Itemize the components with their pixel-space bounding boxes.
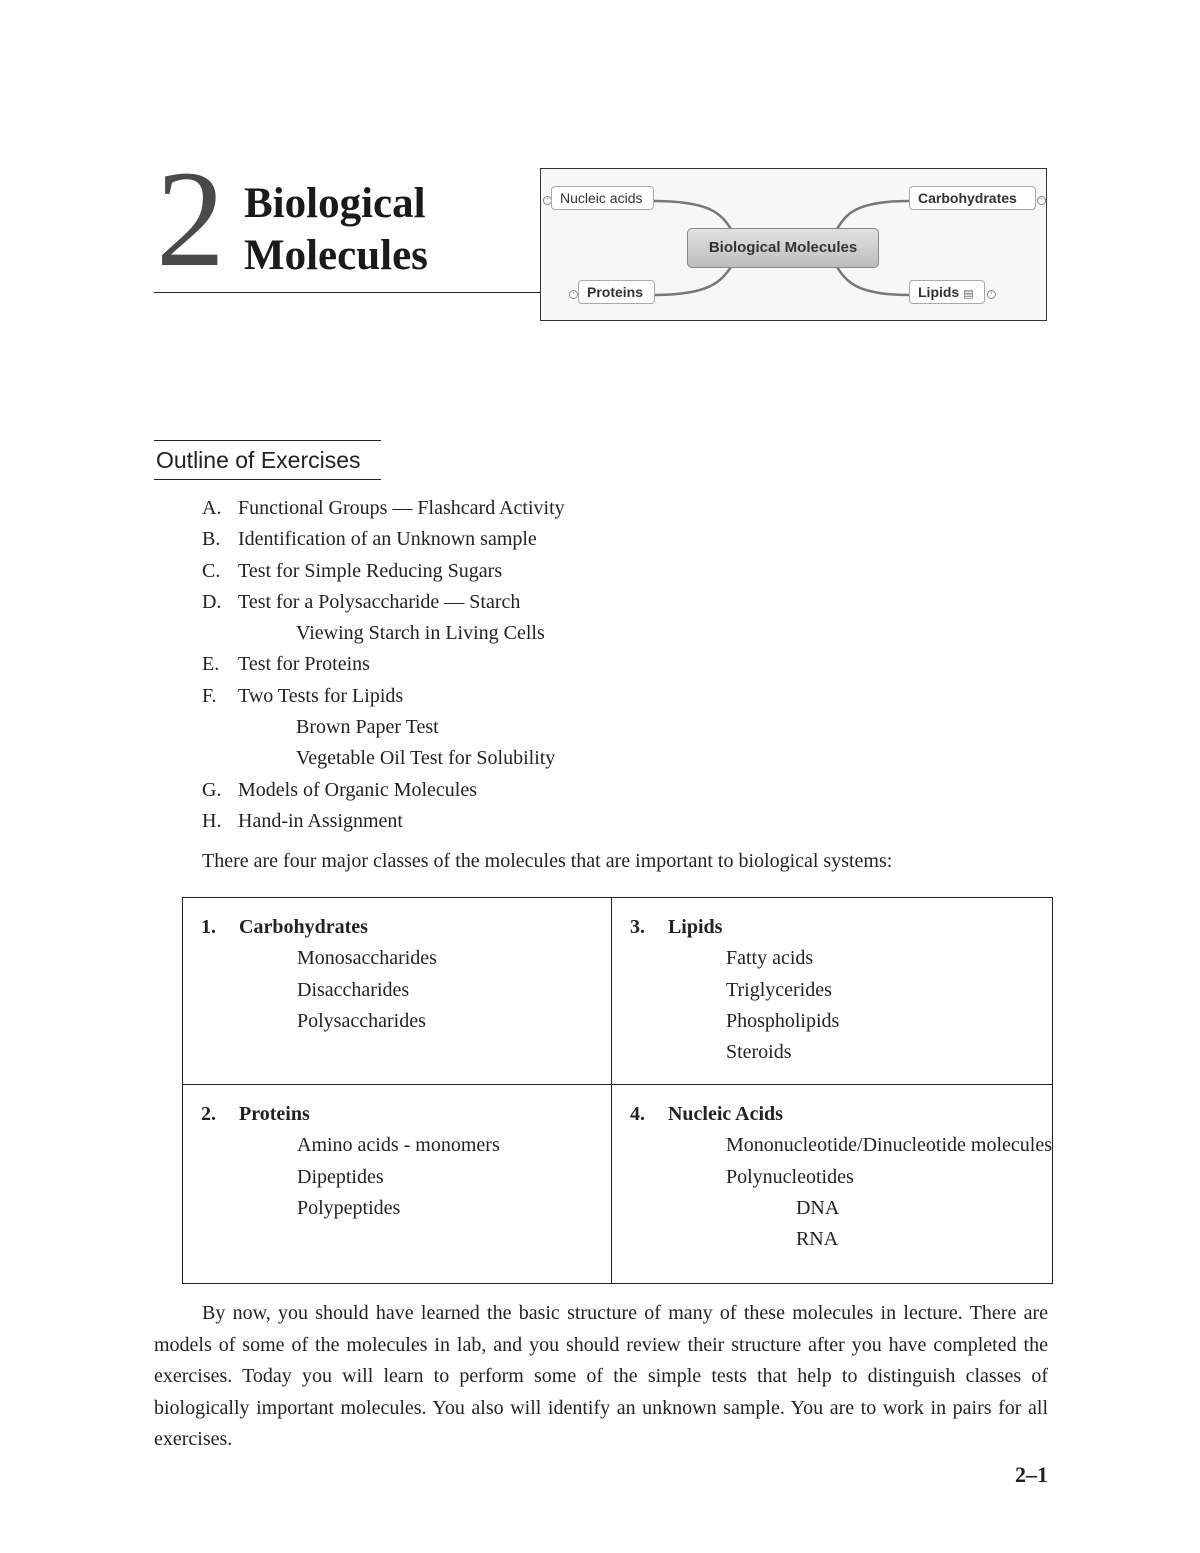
class-title: Lipids <box>667 916 723 938</box>
node-nucleic-acids[interactable]: Nucleic acids <box>551 186 654 210</box>
connector-carbohydrates <box>837 201 909 229</box>
class-item: Polypeptides <box>297 1196 401 1219</box>
outline-heading: Outline of Exercises <box>154 440 381 480</box>
class-item: Monosaccharides <box>297 947 437 970</box>
node-biological-molecules[interactable]: Biological Molecules <box>687 228 879 268</box>
class-heading <box>630 912 1052 943</box>
connector-nucleic-acids <box>653 201 731 229</box>
intro-sentence: There are four major classes of the molecules that are important to biological systems: <box>202 850 893 872</box>
chapter-title-line-2: Molecules <box>244 232 428 279</box>
class-item: Dipeptides <box>297 1165 384 1188</box>
outline-text: Test for a Polysaccharide — Starch <box>238 590 521 613</box>
class-number: 1. <box>201 916 216 938</box>
outline-item <box>202 493 565 524</box>
class-number: 2. <box>201 1103 216 1125</box>
outline-letter: G. <box>202 778 222 801</box>
node-lipids[interactable] <box>909 280 985 304</box>
outline-subitem: Viewing Starch in Living Cells <box>296 622 545 645</box>
outline-text: Models of Organic Molecules <box>238 778 478 801</box>
molecule-classes-table <box>182 897 1053 1284</box>
node-lipids-label: Lipids <box>918 284 960 300</box>
chapter-title <box>244 178 428 282</box>
expand-toggle-icon[interactable]: + <box>1037 196 1046 205</box>
outline-item <box>202 806 565 837</box>
class-item: Triglycerides <box>725 978 832 1001</box>
class-item: Polysaccharides <box>297 1009 426 1032</box>
outline-letter: C. <box>202 559 221 582</box>
outline-item <box>202 775 565 806</box>
outline-letter: A. <box>202 497 222 519</box>
class-item: Steroids <box>725 1041 792 1064</box>
class-heading <box>201 912 611 943</box>
class-item: Phospholipids <box>725 1009 840 1032</box>
class-item: Fatty acids <box>725 947 814 970</box>
outline-letter: F. <box>202 684 217 707</box>
cell-nucleic-acids <box>611 1085 1052 1284</box>
class-title: Carbohydrates <box>239 916 368 938</box>
chapter-title-line-1: Biological <box>244 180 426 227</box>
outline-item <box>202 556 565 587</box>
cell-carbohydrates <box>183 898 612 1085</box>
outline-item <box>202 649 565 680</box>
class-item: Amino acids - monomers <box>297 1134 500 1157</box>
outline-text: Test for Simple Reducing Sugars <box>238 559 503 582</box>
outline-item <box>202 587 565 618</box>
body-paragraph: By now, you should have learned the basic structure of many of these molecules in lecture. There are models of some of the molecules in lab, and you should review their structure after you have completed the exercises. Today you will learn to perform some of the simple tests that help to distinguish classes of biologically important molecules. You also will identify an unknown sample. You are to work in pairs for all exercises. <box>154 1302 1048 1450</box>
class-title: Proteins <box>239 1103 310 1125</box>
expand-toggle-icon[interactable]: + <box>987 290 996 299</box>
outline-subitem: Brown Paper Test <box>296 716 439 739</box>
page-number: 2–1 <box>1015 1462 1048 1487</box>
outline-letter: H. <box>202 809 222 832</box>
outline-text: Test for Proteins <box>238 653 370 676</box>
outline-letter: E. <box>202 653 220 676</box>
outline-list <box>202 493 565 837</box>
cell-proteins <box>183 1085 612 1284</box>
class-item: Mononucleotide/Dinucleotide molecules <box>725 1134 1052 1157</box>
node-proteins[interactable]: Proteins <box>578 280 655 304</box>
class-number: 4. <box>629 1103 645 1125</box>
connector-lipids <box>837 267 909 295</box>
expand-toggle-icon[interactable]: + <box>569 290 578 299</box>
outline-item <box>202 524 565 555</box>
class-heading <box>201 1099 611 1130</box>
class-subitem: RNA <box>795 1228 839 1251</box>
note-icon: ▤ <box>963 288 974 300</box>
cell-lipids <box>611 898 1052 1085</box>
class-title: Nucleic Acids <box>667 1103 783 1125</box>
outline-letter: D. <box>202 590 222 613</box>
expand-toggle-icon[interactable]: + <box>543 196 552 205</box>
class-item: Disaccharides <box>297 978 410 1001</box>
outline-text: Two Tests for Lipids <box>238 684 404 707</box>
outline-subitem: Vegetable Oil Test for Solubility <box>296 747 556 770</box>
class-number: 3. <box>629 916 645 938</box>
node-carbohydrates[interactable]: Carbohydrates <box>909 186 1036 210</box>
outline-letter: B. <box>202 528 221 551</box>
connector-proteins <box>653 267 731 295</box>
header-rule <box>154 292 542 293</box>
outline-text: Functional Groups — Flashcard Activity <box>238 497 565 519</box>
outline-item <box>202 681 565 712</box>
class-subitem: DNA <box>795 1196 840 1219</box>
outline-text: Hand-in Assignment <box>238 809 403 832</box>
class-item: Polynucleotides <box>725 1165 854 1188</box>
class-heading <box>630 1099 1052 1130</box>
chapter-number: 2 <box>156 142 225 295</box>
outline-text: Identification of an Unknown sample <box>238 528 537 551</box>
mind-map-figure <box>540 168 1047 321</box>
